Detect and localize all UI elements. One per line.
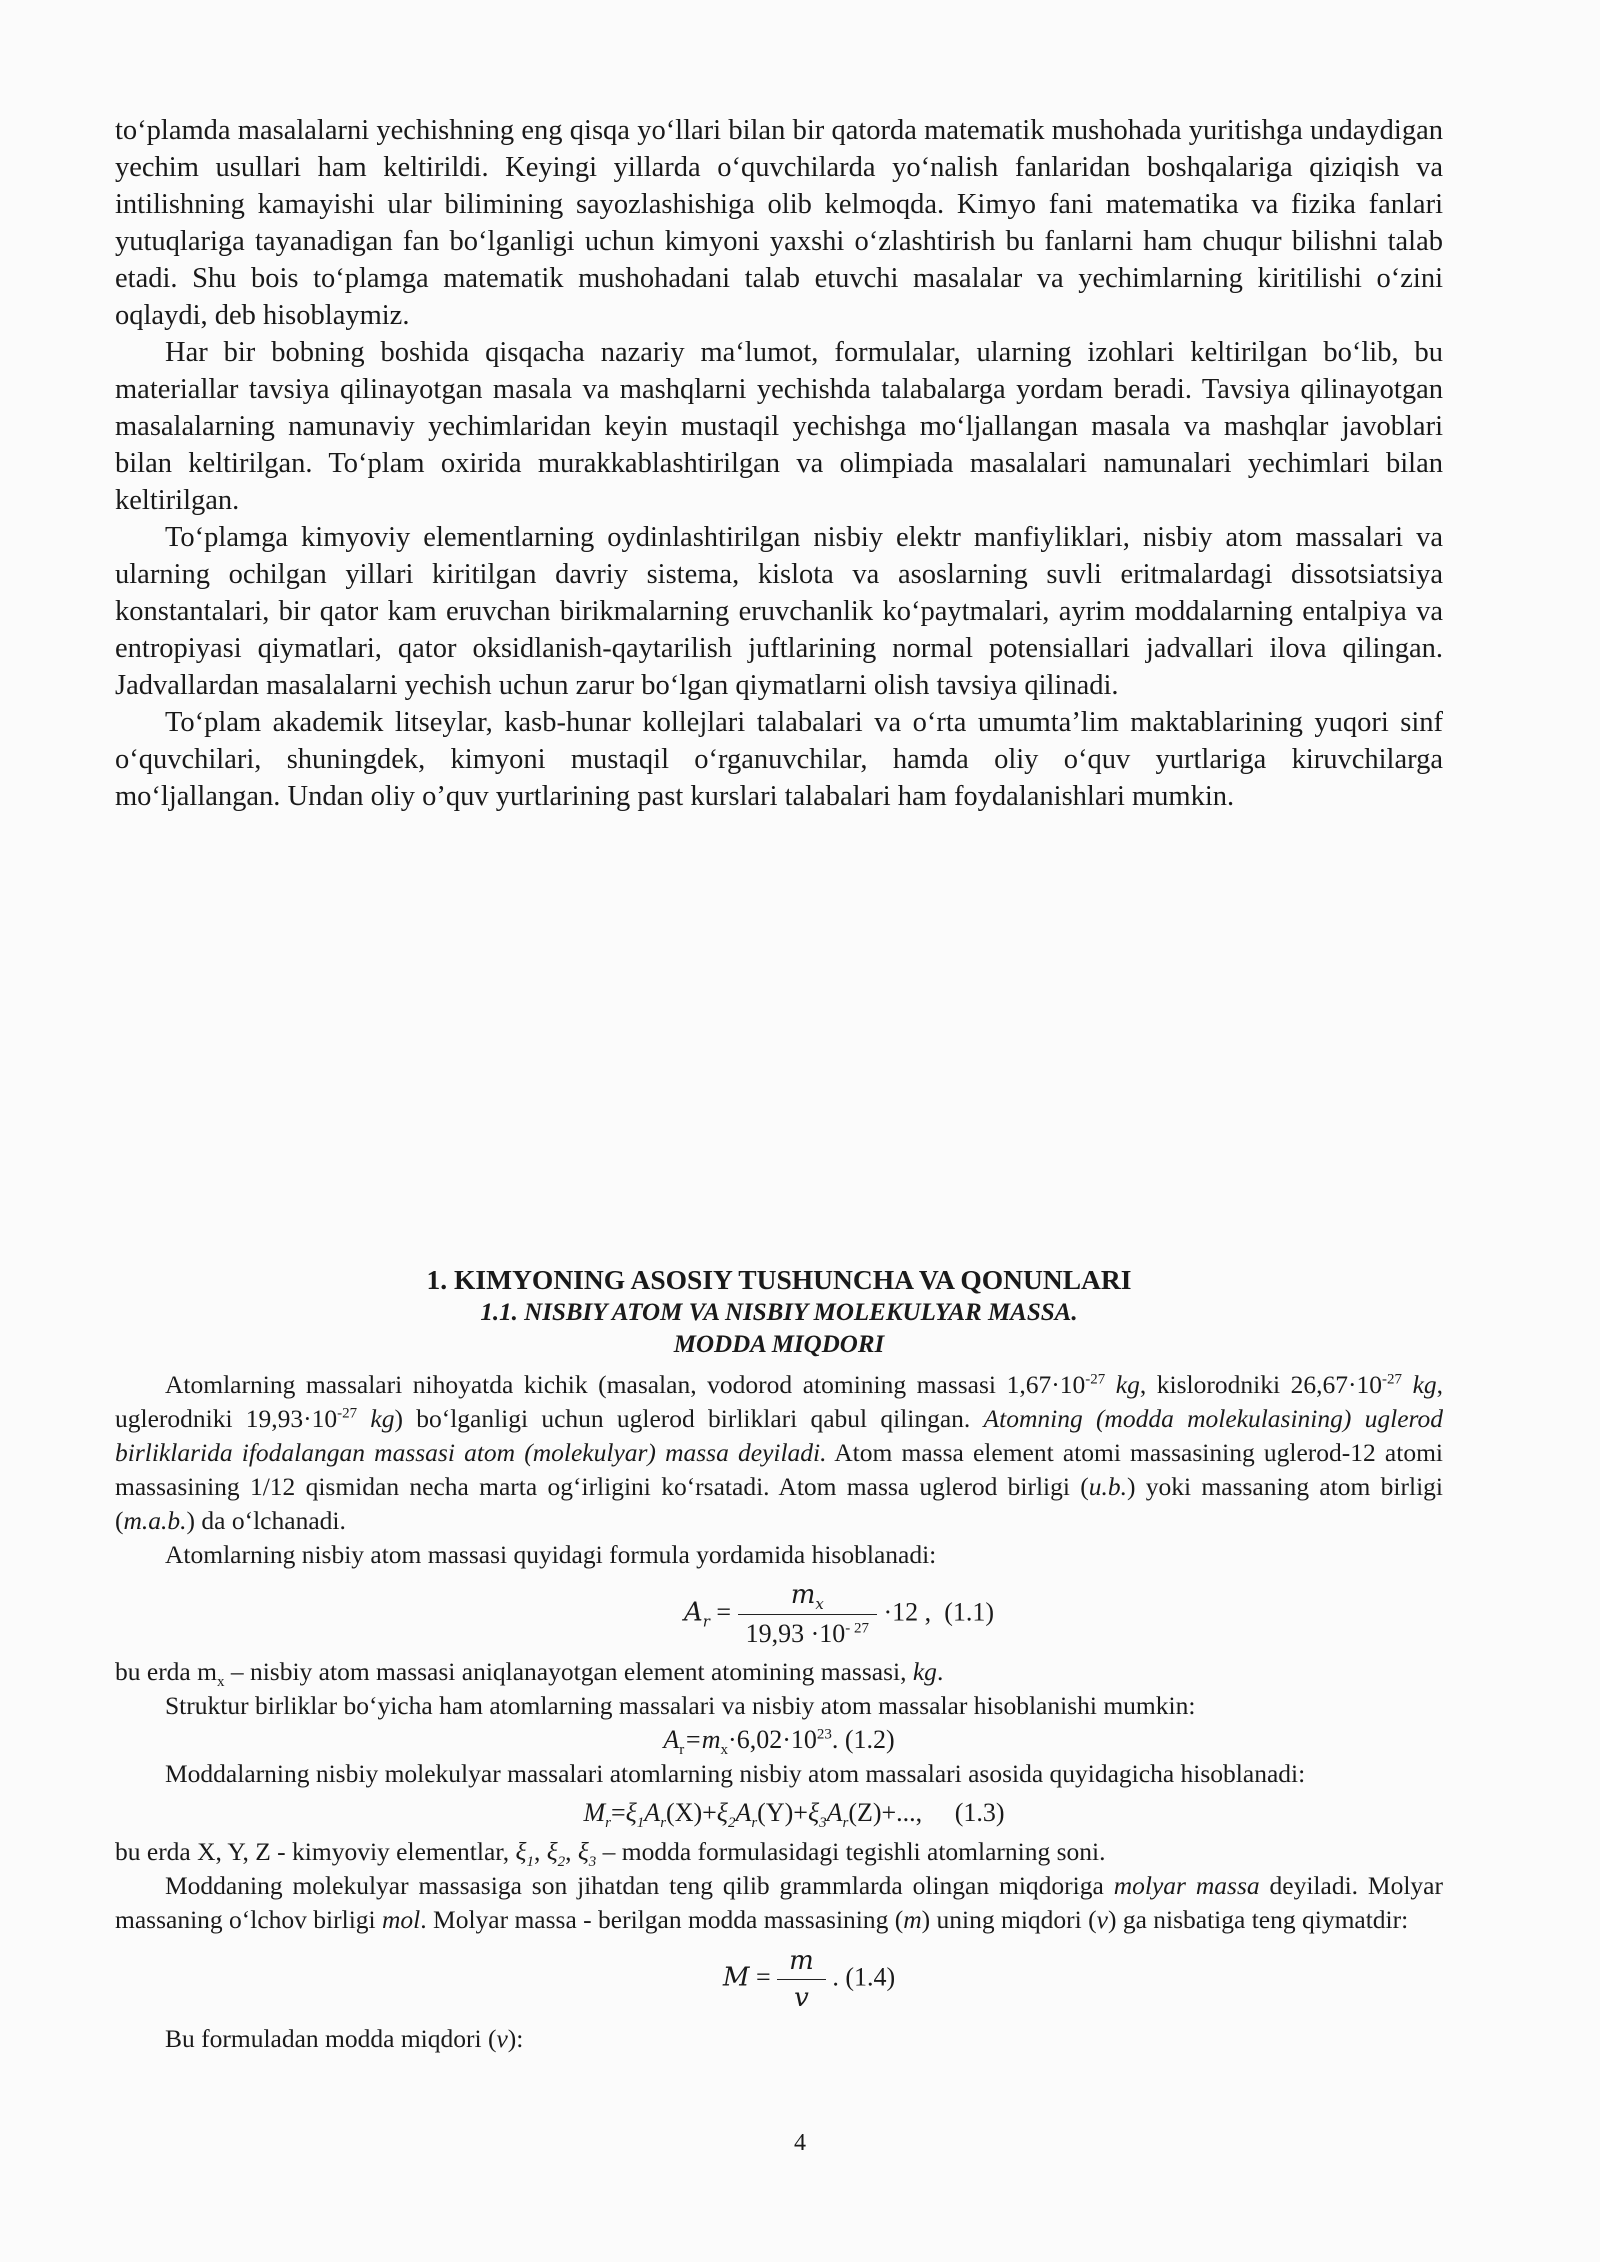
paragraph: to‘plamda masalalarni yechishning eng qisqa yo‘llari bilan bir qatorda matematik mushohada yuritishga undaydigan yechim usullari ham keltirildi. Keyingi yillarda o‘quvchilarda yo‘nalish fanlaridan boshqalariga qiziqish va intilishning kamayishi ular bilimining sayozlashishiga olib kelmoqda. Kimyo fani matematika va fizika fanlari yutuqlariga tayanadigan fan bo‘lganligi uchun kimyoni yaxshi o‘zlashtirish bu fanlarni ham chuqur bilishni talab etadi. Shu bois to‘plamga matematik mushohadani talab etuvchi masalalar va yechimlarning kiritilishi o‘zini oqlaydi, deb hisoblaymiz.: [115, 115, 1443, 331]
chapter-title: 1. KIMYONING ASOSIY TUSHUNCHA VA QONUNLARI: [426, 1264, 1132, 1295]
section-body: [115, 1368, 1443, 2056]
paragraph: Struktur birliklar bo‘yicha ham atomlarning massalari va nisbiy atom massalar hisoblanishi mumkin:: [165, 1691, 1196, 1720]
paragraph: Atomlarning massalari nihoyatda kichik (masalan, vodorod atomining massasi $1,67\cdot 10^{-27}$ kg, kislorodniki $26,67\cdot 10^{-27}$ kg, uglerodniki $19,93\cdot 10^{-27}$ kg) bo‘lganligi uchun uglerod birliklari qabul qilingan. Atomning (modda molekulasining) uglerod birliklarida ifodalangan massasi atom (molekulyar) massa deyiladi. Atom massa element atomi massasining uglerod-12 atomi massasining 1/12 qismidan necha marta og‘irligini ko‘rsatadi. Atom massa uglerod birligi (u.b.) yoki massaning atom birligi (m.a.b.) da o‘lchanadi.: [115, 1370, 1444, 1535]
paragraph: Bu formuladan modda miqdori (v):: [165, 2024, 524, 2053]
paragraph: Har bir bobning boshida qisqacha nazariy ma‘lumot, formulalar, ularning izohlari keltirilgan bo‘lib, bu materiallar tavsiya qilinayotgan masala va mashqlarni yechishda talabalarga yordam beradi. Tavsiya qilinayotgan masalalarning namunaviy yechimlaridan keyin mustaqil yechishga mo‘ljallangan masala va mashqlar javoblari bilan keltirilgan. To‘plam oxirida murakkablashtirilgan va olimpiada masalalari namunalari yechimlari bilan keltirilgan.: [115, 337, 1443, 516]
paragraph: Moddaning molekulyar massasiga son jihatdan teng qilib grammlarda olingan miqdoriga molyar massa deyiladi. Molyar massaning o‘lchov birligi mol. Molyar massa - berilgan modda massasining (m) uning miqdori (v) ga nisbatiga teng qiymatdir:: [115, 1871, 1443, 1934]
chapter-heading: [115, 1262, 1443, 1361]
paragraph: To‘plamga kimyoviy elementlarning oydinlashtirilgan nisbiy elektr manfiyliklari, nisbiy atom massalari va ularning ochilgan yillari kiritilgan davriy sistema, kislota va asoslarning suvli eritmalardagi dissotsiatsiya konstantalari, bir qator kam eruvchan birikmalarning eruvchanlik ko‘paytmalari, ayrim moddalarning entalpiya va entropiyasi qiymatlari, qator oksidlanish-qaytarilish juftlarining normal potensiallari jadvallari ilova qilingan. Jadvallardan masalalarni yechish uchun zarur bo‘lgan qiymatlarni olish tavsiya qilinadi.: [115, 522, 1443, 701]
formula-1-4: M = $\frac{m}{v}$ . (1.4): [722, 1946, 896, 2013]
paragraph: bu erda X, Y, Z - kimyoviy elementlar, $\xi_1$, $\xi_2$, $\xi_3$ – modda formulasidagi tegishli atomlarning soni.: [115, 1837, 1106, 1871]
formula-1-1: $A_r$ = $\frac{m_x}{19,93 \cdot 10^{- 27}}$ ·12 , (1.1): [683, 1580, 995, 1648]
formula-1-3: $M_r=\xi_1A_r(X)+\xi_2A_r(Y)+\xi_3A_r(Z)+$..., (1.3): [583, 1798, 1005, 1832]
intro-text: [115, 112, 1443, 815]
section-subtitle: MODDA MIQDORI: [673, 1331, 885, 1358]
paragraph: To‘plam akademik litseylar, kasb-hunar kollejlari talabalari va o‘rta umumta’lim maktablarining yuqori sinf o‘quvchilari, shuningdek, kimyoni mustaqil o‘rganuvchilar, hamda oliy o‘quv yurtlariga kiruvchilarga mo‘ljallangan. Undan oliy o’quv yurtlarining past kurslari talabalari ham foydalanishlari mumkin.: [115, 707, 1443, 812]
paragraph: Atomlarning nisbiy atom massasi quyidagi formula yordamida hisoblanadi:: [165, 1540, 937, 1569]
formula-1-2: $A_r=m_x\cdot 6,02\cdot 10^{23}$. (1.2): [663, 1725, 895, 1759]
paragraph: bu erda $m_x$ – nisbiy atom massasi aniqlanayotgan element atomining massasi, kg.: [115, 1657, 944, 1691]
section-title: 1.1. NISBIY ATOM VA NISBIY MOLEKULYAR MASSA.: [480, 1299, 1078, 1326]
paragraph: Moddalarning nisbiy molekulyar massalari atomlarning nisbiy atom massalari asosida quyidagicha hisoblanadi:: [165, 1759, 1306, 1788]
page-number: 4: [794, 2130, 806, 2156]
